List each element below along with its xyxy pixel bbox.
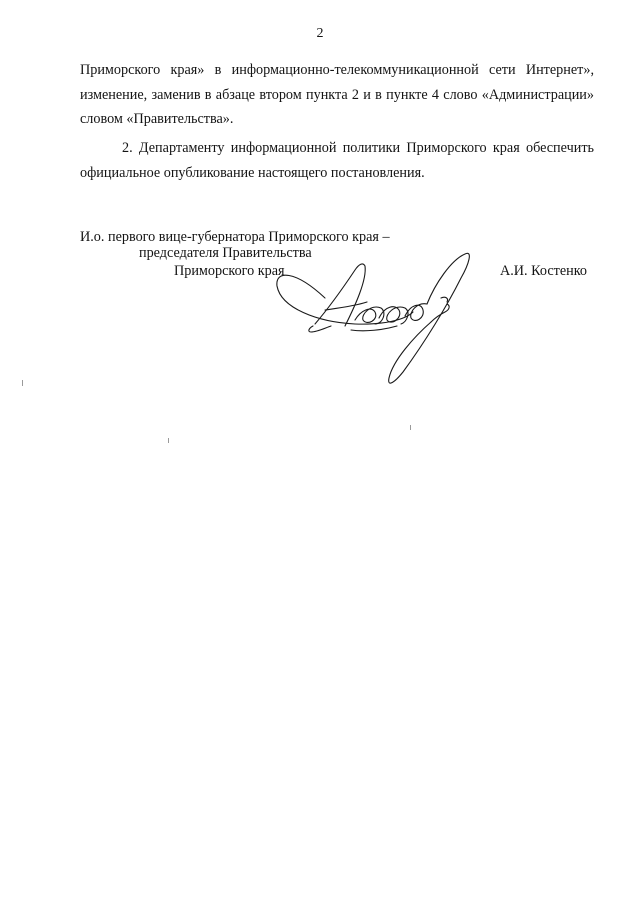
scan-speck — [22, 380, 23, 386]
page-number: 2 — [316, 26, 324, 41]
scan-speck — [168, 438, 169, 443]
signatory-title-line-2: председателя Правительства — [139, 245, 312, 261]
signatory-name: А.И. Костенко — [500, 263, 587, 279]
signatory-title-line-3: Приморского края — [174, 263, 285, 279]
paragraph-publication-order: 2. Департаменту информационной политики Приморского края обеспечить официальное опубликование настоящего постановления. — [80, 140, 594, 181]
signatory-title-line-1: И.о. первого вице-губернатора Приморского края – — [80, 229, 390, 245]
scan-speck — [410, 425, 411, 430]
paragraph-amendment: Приморского края» в информационно-телекоммуникационной сети Интернет», изменение, заменив в абзаце втором пункта 2 и в пункте 4 слово «Администрации» словом «Правительства». — [80, 62, 594, 127]
handwritten-signature — [255, 240, 495, 390]
